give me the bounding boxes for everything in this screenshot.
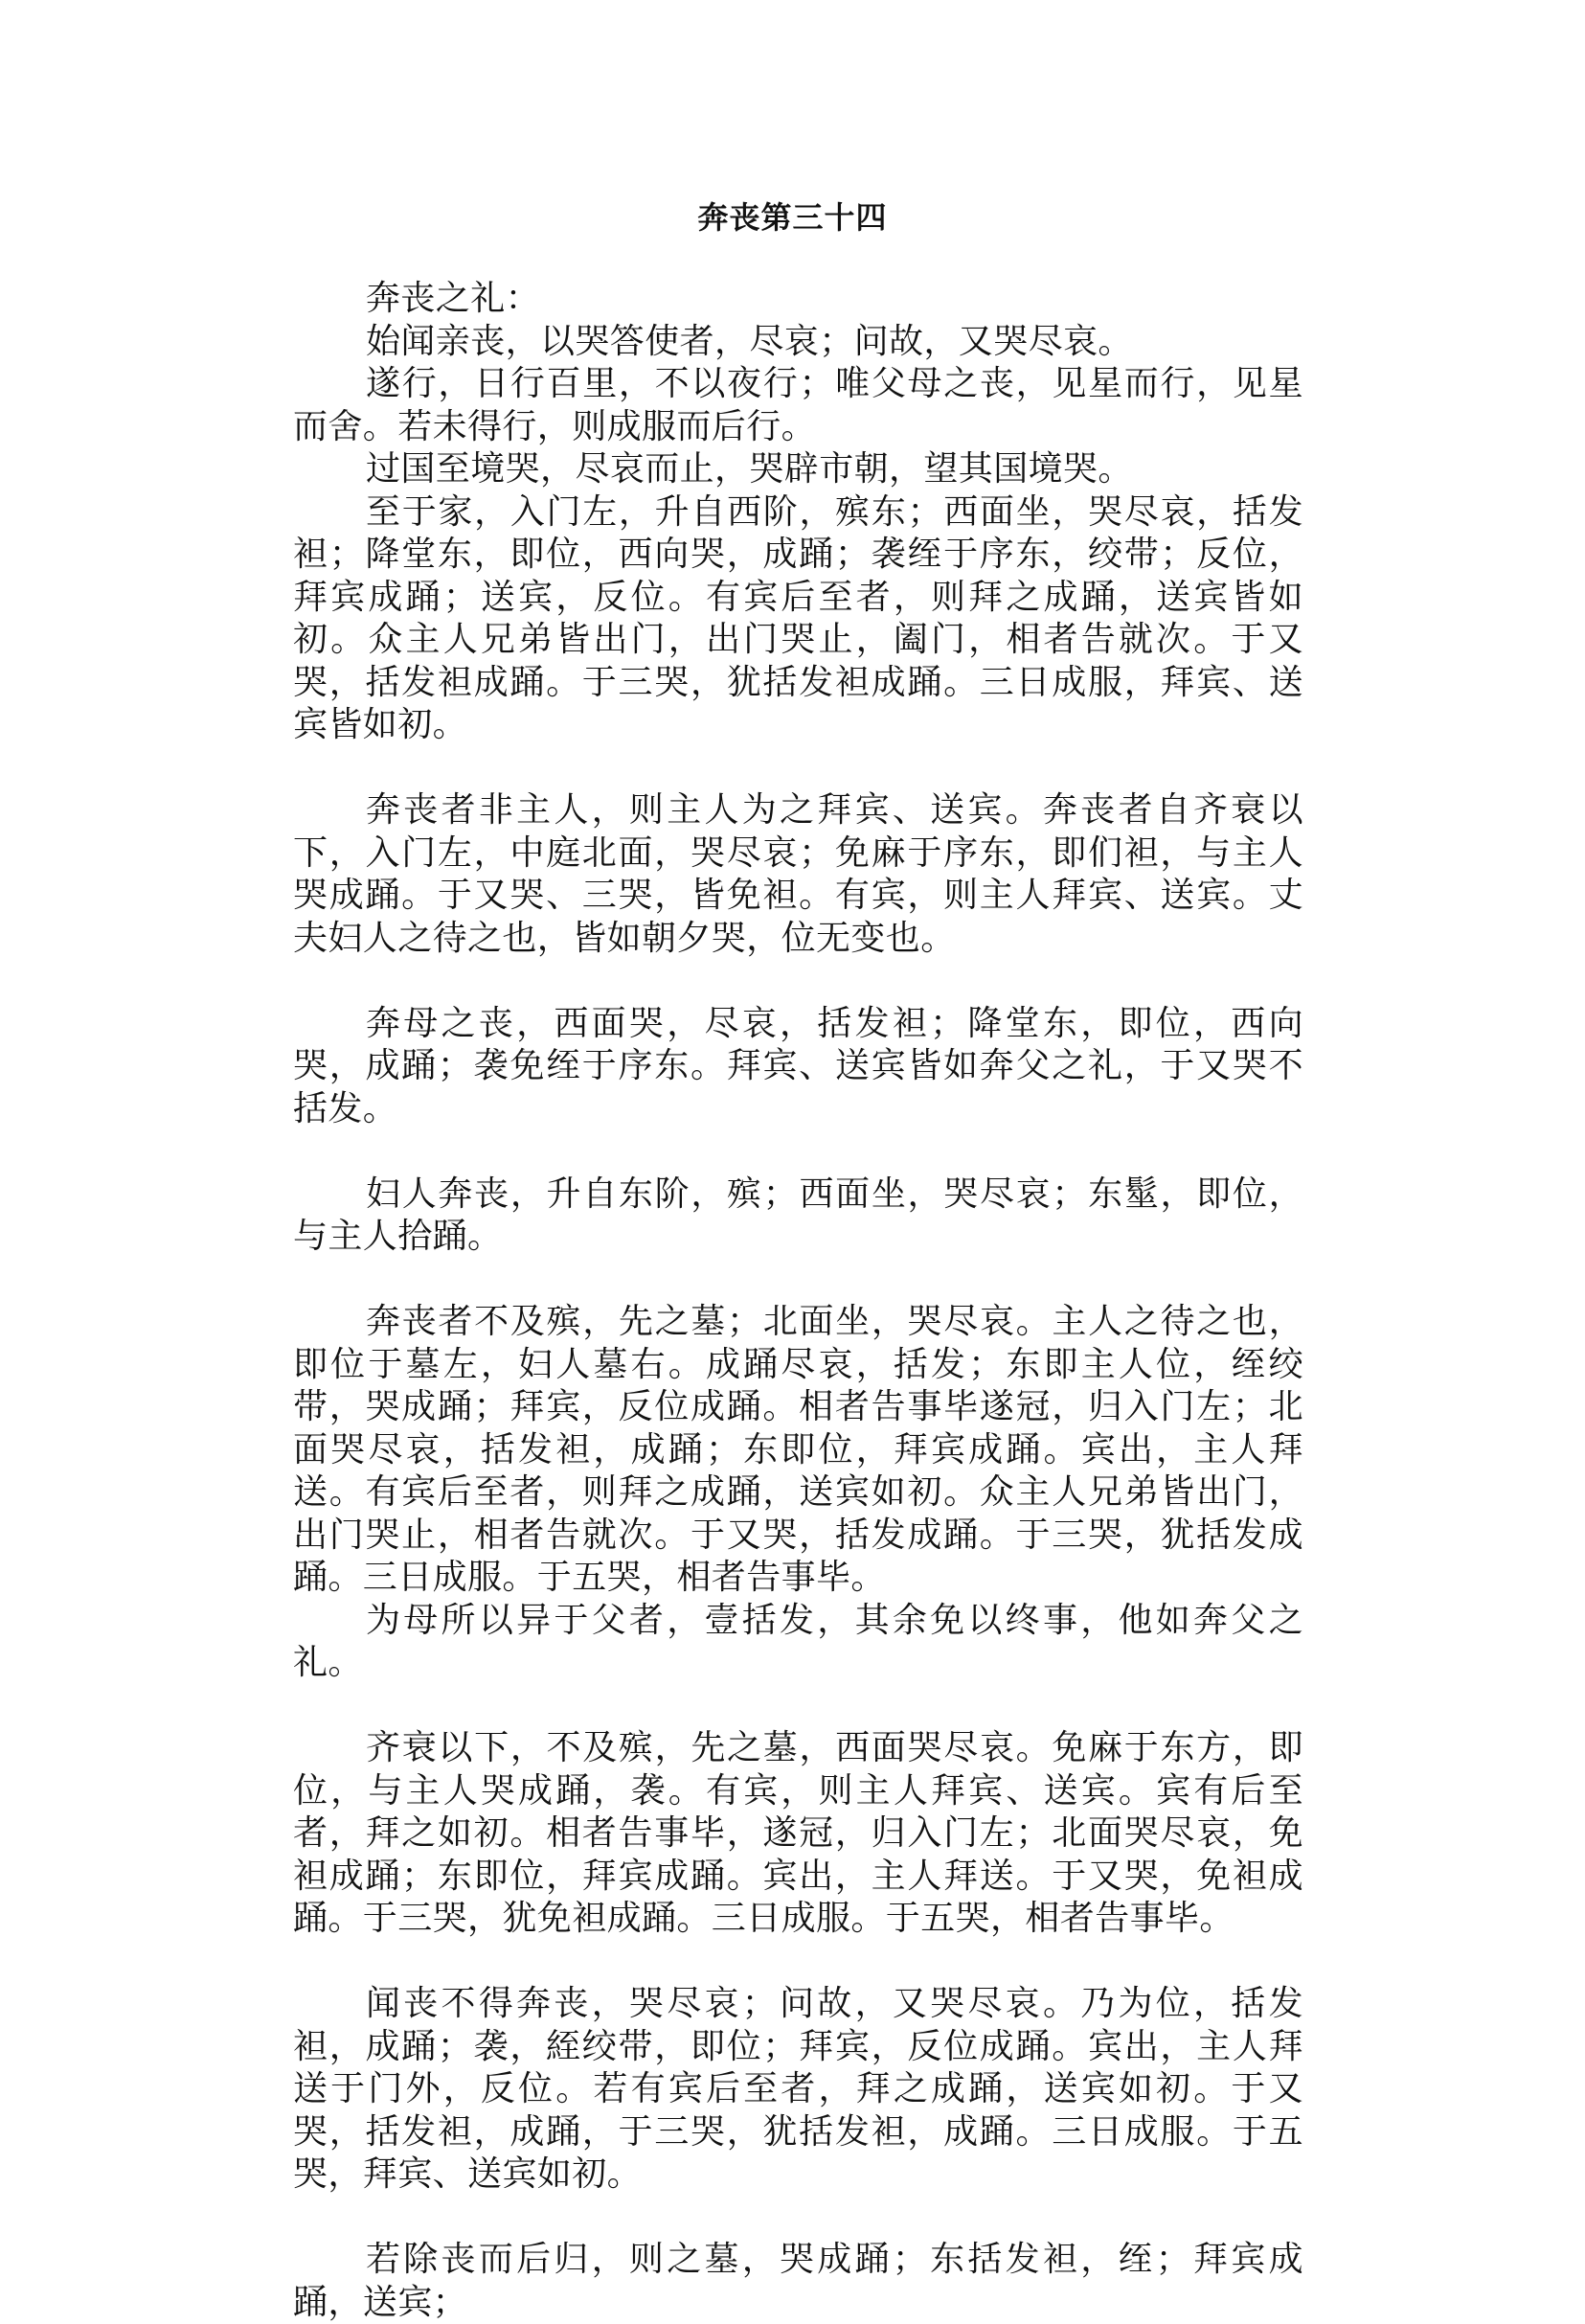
paragraph-9: 奔丧者不及殡，先之墓；北面坐，哭尽哀。主人之待之也，即位于墓左，妇人墓右。成踊尽哀，括发；东即主人位，绖绞带，哭成踊；拜宾，反位成踊。相者告事毕遂冠，归入门左；北面哭尽哀，括发袒，成踊；东即位，拜宾成踊。宾出，主人拜送。有宾后至者，则拜之成踊，送宾如初。众主人兄弟皆出门，出门哭止，相者告就次。于又哭，括发成踊。于三哭，犹括发成踊。三日成服。于五哭，相者告事毕。 — [293, 1302, 1303, 1597]
paragraph-gap — [293, 1130, 1303, 1173]
paragraph-gap — [293, 1941, 1303, 1984]
paragraph-8: 妇人奔丧，升自东阶，殡；西面坐，哭尽哀；东髽，即位，与主人拾踊。 — [293, 1173, 1303, 1256]
paragraph-13: 若除丧而后归，则之墓，哭成踊；东括发袒，绖；拜宾成踊，送宾； — [293, 2240, 1303, 2322]
paragraph-6: 奔丧者非主人，则主人为之拜宾、送宾。奔丧者自齐衰以下，入门左，中庭北面，哭尽哀；免麻于序东，即们袒，与主人哭成踊。于又哭、三哭，皆免袒。有宾，则主人拜宾、送宾。丈夫妇人之待之也，皆如朝夕哭，位无变也。 — [293, 790, 1303, 958]
paragraph-2: 始闻亲丧，以哭答使者，尽哀；问故，又哭尽哀。 — [366, 321, 1133, 361]
paragraph-10: 为母所以异于父者，壹括发，其余免以终事，他如奔父之礼。 — [293, 1600, 1303, 1682]
page-title: 奔丧第三十四 — [697, 199, 888, 236]
paragraph-gap — [293, 1259, 1303, 1302]
paragraph-1: 奔丧之礼： — [366, 279, 541, 318]
paragraph-5: 至于家，入门左，升自西阶，殡东；西面坐，哭尽哀，括发袒；降堂东，即位，西向哭，成踊；袭绖于序东，绞带；反位，拜宾成踊；送宾，反位。有宾后至者，则拜之成踊，送宾皆如初。众主人兄弟皆出门，出门哭止，阖门，相者告就次。于又哭，括发袒成踊。于三哭，犹括发袒成踊。三日成服，拜宾、送宾皆如初。 — [293, 491, 1303, 744]
paragraph-gap — [293, 1685, 1303, 1728]
paragraph-11: 齐衰以下，不及殡，先之墓，西面哭尽哀。免麻于东方，即位，与主人哭成踊，袭。有宾，则主人拜宾、送宾。宾有后至者，拜之如初。相者告事毕，遂冠，归入门左；北面哭尽哀，免袒成踊；东即位，拜宾成踊。宾出，主人拜送。于又哭，免袒成踊。于三哭，犹免袒成踊。三日成服。于五哭，相者告事毕。 — [293, 1728, 1303, 1938]
paragraph-3: 遂行，日行百里，不以夜行；唯父母之丧，见星而行，见星而舍。若未得行，则成服而后行。 — [293, 364, 1303, 446]
paragraph-12: 闻丧不得奔丧，哭尽哀；问故，又哭尽哀。乃为位，括发袒，成踊；袭，絰绞带，即位；拜宾，反位成踊。宾出，主人拜送于门外，反位。若有宾后至者，拜之成踊，送宾如初。于又哭，括发袒，成踊，于三哭，犹括发袒，成踊。三日成服。于五哭，拜宾、送宾如初。 — [293, 1984, 1303, 2194]
paragraph-gap — [293, 747, 1303, 790]
paragraph-gap — [293, 2197, 1303, 2240]
paragraph-gap — [293, 960, 1303, 1003]
paragraph-4: 过国至境哭，尽哀而止，哭辟市朝，望其国境哭。 — [366, 449, 1133, 489]
paragraph-7: 奔母之丧，西面哭，尽哀，括发袒；降堂东，即位，西向哭，成踊；袭免绖于序东。拜宾、送宾皆如奔父之礼，于又哭不括发。 — [293, 1003, 1303, 1128]
document-body — [293, 278, 1303, 2324]
